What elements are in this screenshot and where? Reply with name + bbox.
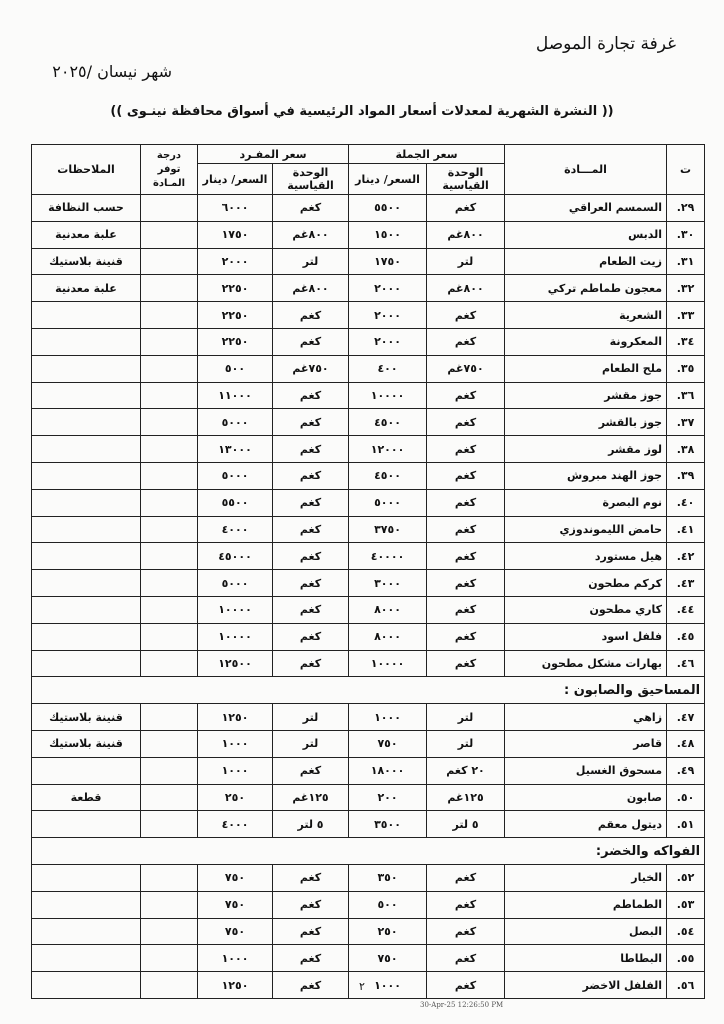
item-name: هيل مستورد	[505, 543, 667, 570]
item-name: جوز الهند مبروش	[505, 462, 667, 489]
availability	[141, 596, 198, 623]
note	[32, 918, 141, 945]
table-row	[32, 757, 705, 784]
wholesale-price: ١٥٠٠	[349, 221, 427, 248]
table-row	[32, 355, 705, 382]
wholesale-unit: كغم	[427, 462, 505, 489]
wholesale-unit: كغم	[427, 195, 505, 222]
table-row	[32, 489, 705, 516]
item-name: حامض الليموندوزي	[505, 516, 667, 543]
retail-price: ٦٠٠٠	[198, 195, 273, 222]
table-row	[32, 409, 705, 436]
table-row	[32, 784, 705, 811]
retail-unit: كغم	[273, 570, 349, 597]
retail-unit: كغم	[273, 436, 349, 463]
retail-price: ٥٠٠	[198, 355, 273, 382]
wholesale-price: ١٠٠٠٠	[349, 382, 427, 409]
table-row	[32, 918, 705, 945]
retail-unit: كغم	[273, 516, 349, 543]
retail-price: ٤٠٠٠	[198, 811, 273, 838]
col-header-wholesale-unit: الوحدة القياسية	[427, 164, 505, 195]
retail-unit: ٥ لتر	[273, 811, 349, 838]
bulletin-month: شهر نيسان /٢٠٢٥	[52, 62, 172, 81]
wholesale-unit: لتر	[427, 730, 505, 757]
row-number: .٣٨	[667, 436, 705, 463]
item-name: بهارات مشكل مطحون	[505, 650, 667, 677]
wholesale-price: ٢٥٠	[349, 918, 427, 945]
table-row	[32, 570, 705, 597]
availability	[141, 650, 198, 677]
wholesale-unit: لتر	[427, 248, 505, 275]
row-number: .٤٨	[667, 730, 705, 757]
retail-price: ٧٥٠	[198, 918, 273, 945]
retail-price: ٧٥٠	[198, 891, 273, 918]
row-number: .٥١	[667, 811, 705, 838]
item-name: قاصر	[505, 730, 667, 757]
item-name: الطماطم	[505, 891, 667, 918]
table-row	[32, 623, 705, 650]
availability	[141, 489, 198, 516]
retail-price: ٥٠٠٠	[198, 409, 273, 436]
note	[32, 864, 141, 891]
row-number: .٣٤	[667, 328, 705, 355]
wholesale-unit: لتر	[427, 704, 505, 731]
availability	[141, 436, 198, 463]
wholesale-price: ٢٠٠٠	[349, 328, 427, 355]
note: حسب النظافة	[32, 195, 141, 222]
item-name: البطاطا	[505, 945, 667, 972]
retail-unit: ٨٠٠غم	[273, 221, 349, 248]
retail-unit: ٧٥٠غم	[273, 355, 349, 382]
retail-price: ١٠٠٠	[198, 945, 273, 972]
row-number: .٢٩	[667, 195, 705, 222]
note	[32, 436, 141, 463]
col-header-wholesale: سعر الجملة	[349, 145, 505, 164]
wholesale-unit: كغم	[427, 918, 505, 945]
row-number: .٤٩	[667, 757, 705, 784]
note	[32, 328, 141, 355]
table-row	[32, 328, 705, 355]
retail-unit: ٨٠٠غم	[273, 275, 349, 302]
wholesale-price: ٤٥٠٠	[349, 409, 427, 436]
retail-price: ١٠٠٠	[198, 730, 273, 757]
wholesale-price: ٧٥٠	[349, 945, 427, 972]
wholesale-unit: ٥ لتر	[427, 811, 505, 838]
retail-price: ٥٠٠٠	[198, 570, 273, 597]
table-row	[32, 248, 705, 275]
wholesale-unit: كغم	[427, 623, 505, 650]
availability	[141, 730, 198, 757]
row-number: .٤٤	[667, 596, 705, 623]
col-header-retail: سعر المفـرد	[198, 145, 349, 164]
note	[32, 489, 141, 516]
retail-price: ١١٠٠٠	[198, 382, 273, 409]
item-name: نوم البصرة	[505, 489, 667, 516]
wholesale-unit: ١٢٥غم	[427, 784, 505, 811]
wholesale-price: ٣٠٠٠	[349, 570, 427, 597]
wholesale-unit: كغم	[427, 596, 505, 623]
availability	[141, 757, 198, 784]
wholesale-unit: كغم	[427, 864, 505, 891]
retail-unit: كغم	[273, 650, 349, 677]
retail-unit: كغم	[273, 462, 349, 489]
availability	[141, 516, 198, 543]
item-name: لوز مقشر	[505, 436, 667, 463]
wholesale-price: ٤٠٠٠٠	[349, 543, 427, 570]
chamber-name: غرفة تجارة الموصل	[535, 34, 676, 54]
wholesale-price: ٢٠٠	[349, 784, 427, 811]
retail-price: ٤٠٠٠	[198, 516, 273, 543]
item-name: ملح الطعام	[505, 355, 667, 382]
note	[32, 945, 141, 972]
row-number: .٣١	[667, 248, 705, 275]
retail-unit: كغم	[273, 623, 349, 650]
wholesale-price: ٤٠٠	[349, 355, 427, 382]
retail-price: ١٠٠٠	[198, 757, 273, 784]
row-number: .٣٥	[667, 355, 705, 382]
availability	[141, 462, 198, 489]
price-table	[31, 144, 705, 999]
item-name: الشعرية	[505, 302, 667, 329]
wholesale-price: ١٨٠٠٠	[349, 757, 427, 784]
retail-price: ٥٠٠٠	[198, 462, 273, 489]
row-number: .٤٧	[667, 704, 705, 731]
note	[32, 570, 141, 597]
retail-unit: لتر	[273, 704, 349, 731]
note	[32, 623, 141, 650]
table-row	[32, 436, 705, 463]
note	[32, 382, 141, 409]
row-number: .٣٩	[667, 462, 705, 489]
bulletin-title: (( النشرة الشهرية لمعدلات أسعار المواد الرئيسية في أسواق محافظة نينـوى ))	[110, 104, 614, 119]
retail-unit: كغم	[273, 302, 349, 329]
wholesale-unit: كغم	[427, 409, 505, 436]
row-number: .٣٣	[667, 302, 705, 329]
col-header-notes: الملاحظات	[32, 145, 141, 195]
row-number: .٤٠	[667, 489, 705, 516]
availability	[141, 811, 198, 838]
table-row	[32, 864, 705, 891]
table-row	[32, 382, 705, 409]
note: قنينة بلاستيك	[32, 248, 141, 275]
retail-unit: كغم	[273, 382, 349, 409]
retail-unit: كغم	[273, 757, 349, 784]
row-number: .٤٢	[667, 543, 705, 570]
wholesale-price: ٤٥٠٠	[349, 462, 427, 489]
wholesale-price: ١٧٥٠	[349, 248, 427, 275]
wholesale-unit: ٨٠٠غم	[427, 221, 505, 248]
item-name: الدبس	[505, 221, 667, 248]
wholesale-price: ٥٠٠	[349, 891, 427, 918]
availability	[141, 302, 198, 329]
availability	[141, 543, 198, 570]
retail-unit: كغم	[273, 918, 349, 945]
retail-price: ٢٠٠٠	[198, 248, 273, 275]
table-row	[32, 811, 705, 838]
wholesale-unit: كغم	[427, 328, 505, 355]
wholesale-unit: ٨٠٠غم	[427, 275, 505, 302]
item-name: البصل	[505, 918, 667, 945]
wholesale-price: ٨٠٠٠	[349, 596, 427, 623]
retail-price: ٢٢٥٠	[198, 328, 273, 355]
wholesale-unit: ٧٥٠غم	[427, 355, 505, 382]
wholesale-price: ٥٠٠٠	[349, 489, 427, 516]
wholesale-unit: كغم	[427, 436, 505, 463]
table-row	[32, 195, 705, 222]
retail-price: ١٢٥٠	[198, 704, 273, 731]
retail-price: ١٣٠٠٠	[198, 436, 273, 463]
retail-price: ٢٥٠	[198, 784, 273, 811]
wholesale-unit: كغم	[427, 516, 505, 543]
section-heading: الفواكه والخضر:	[32, 838, 705, 865]
retail-price: ١٢٥٠٠	[198, 650, 273, 677]
wholesale-price: ١٠٠٠٠	[349, 650, 427, 677]
row-number: .٤٥	[667, 623, 705, 650]
availability	[141, 221, 198, 248]
item-name: فلفل اسود	[505, 623, 667, 650]
wholesale-unit: كغم	[427, 382, 505, 409]
wholesale-price: ٣٥٠٠	[349, 811, 427, 838]
retail-price: ١٠٠٠٠	[198, 623, 273, 650]
availability	[141, 623, 198, 650]
col-header-availability: درجة توفر المـادة	[141, 145, 198, 195]
note	[32, 302, 141, 329]
row-number: .٥٥	[667, 945, 705, 972]
retail-unit: كغم	[273, 489, 349, 516]
wholesale-price: ٨٠٠٠	[349, 623, 427, 650]
retail-unit: كغم	[273, 409, 349, 436]
row-number: .٤١	[667, 516, 705, 543]
table-row	[32, 596, 705, 623]
note	[32, 596, 141, 623]
availability	[141, 355, 198, 382]
availability	[141, 382, 198, 409]
availability	[141, 864, 198, 891]
retail-unit: لتر	[273, 730, 349, 757]
row-number: .٤٣	[667, 570, 705, 597]
col-header-retail-price: السعر/ دينار	[198, 164, 273, 195]
wholesale-unit: كغم	[427, 972, 505, 999]
availability	[141, 275, 198, 302]
availability	[141, 945, 198, 972]
table-row	[32, 891, 705, 918]
row-number: .٥٠	[667, 784, 705, 811]
availability	[141, 918, 198, 945]
wholesale-price: ٧٥٠	[349, 730, 427, 757]
note	[32, 462, 141, 489]
retail-price: ١٢٥٠	[198, 972, 273, 999]
note: قنينة بلاستيك	[32, 704, 141, 731]
retail-price: ٤٥٠٠٠	[198, 543, 273, 570]
item-name: زيت الطعام	[505, 248, 667, 275]
wholesale-price: ١٠٠٠	[349, 704, 427, 731]
table-body	[32, 195, 705, 999]
section-row	[32, 677, 705, 704]
wholesale-price: ٢٠٠٠	[349, 302, 427, 329]
wholesale-unit: كغم	[427, 891, 505, 918]
wholesale-unit: كغم	[427, 570, 505, 597]
note: علبة معدنية	[32, 275, 141, 302]
col-header-retail-unit: الوحدة القياسية	[273, 164, 349, 195]
row-number: .٥٤	[667, 918, 705, 945]
wholesale-unit: كغم	[427, 489, 505, 516]
availability	[141, 328, 198, 355]
item-name: الفلفل الاخضر	[505, 972, 667, 999]
table-row	[32, 730, 705, 757]
note: علبة معدنية	[32, 221, 141, 248]
table-row	[32, 543, 705, 570]
item-name: الخيار	[505, 864, 667, 891]
item-name: كاري مطحون	[505, 596, 667, 623]
availability	[141, 248, 198, 275]
item-name: زاهي	[505, 704, 667, 731]
wholesale-unit: ٢٠ كغم	[427, 757, 505, 784]
retail-price: ١٠٠٠٠	[198, 596, 273, 623]
note	[32, 811, 141, 838]
item-name: المعكرونة	[505, 328, 667, 355]
retail-unit: كغم	[273, 543, 349, 570]
retail-price: ٢٢٥٠	[198, 275, 273, 302]
availability	[141, 704, 198, 731]
row-number: .٣٦	[667, 382, 705, 409]
table-row	[32, 516, 705, 543]
retail-unit: كغم	[273, 864, 349, 891]
retail-price: ٧٥٠	[198, 864, 273, 891]
table-row	[32, 945, 705, 972]
wholesale-unit: كغم	[427, 302, 505, 329]
wholesale-price: ٣٥٠	[349, 864, 427, 891]
retail-price: ٥٥٠٠	[198, 489, 273, 516]
retail-unit: كغم	[273, 328, 349, 355]
table-row	[32, 302, 705, 329]
wholesale-unit: كغم	[427, 945, 505, 972]
col-header-item: المـــادة	[505, 145, 667, 195]
row-number: .٥٢	[667, 864, 705, 891]
item-name: صابون	[505, 784, 667, 811]
row-number: .٥٣	[667, 891, 705, 918]
item-name: مسحوق الغسيل	[505, 757, 667, 784]
row-number: .٣٠	[667, 221, 705, 248]
row-number: .٥٦	[667, 972, 705, 999]
wholesale-price: ٢٠٠٠	[349, 275, 427, 302]
note	[32, 355, 141, 382]
wholesale-price: ٣٧٥٠	[349, 516, 427, 543]
section-heading: المساحيق والصابون :	[32, 677, 705, 704]
col-header-no: ت	[667, 145, 705, 195]
retail-unit: لتر	[273, 248, 349, 275]
item-name: جوز مقشر	[505, 382, 667, 409]
retail-unit: ١٢٥غم	[273, 784, 349, 811]
retail-price: ٢٢٥٠	[198, 302, 273, 329]
wholesale-price: ١٠٠٠	[349, 972, 427, 999]
retail-unit: كغم	[273, 972, 349, 999]
print-stamp: 30-Apr-25 12:26:50 PM	[420, 1001, 504, 1009]
wholesale-price: ١٢٠٠٠	[349, 436, 427, 463]
retail-unit: كغم	[273, 891, 349, 918]
table-row	[32, 650, 705, 677]
section-row	[32, 838, 705, 865]
table-row	[32, 704, 705, 731]
row-number: .٤٦	[667, 650, 705, 677]
table-row	[32, 462, 705, 489]
availability	[141, 784, 198, 811]
retail-unit: كغم	[273, 596, 349, 623]
item-name: ديتول معقم	[505, 811, 667, 838]
note	[32, 516, 141, 543]
availability	[141, 409, 198, 436]
row-number: .٣٧	[667, 409, 705, 436]
note: قنينة بلاستيك	[32, 730, 141, 757]
note: قطعة	[32, 784, 141, 811]
page-number: ٢	[359, 980, 365, 993]
note	[32, 650, 141, 677]
retail-price: ١٧٥٠	[198, 221, 273, 248]
retail-unit: كغم	[273, 945, 349, 972]
note	[32, 891, 141, 918]
item-name: جوز بالقشر	[505, 409, 667, 436]
retail-unit: كغم	[273, 195, 349, 222]
availability	[141, 891, 198, 918]
item-name: السمسم العراقي	[505, 195, 667, 222]
row-number: .٣٢	[667, 275, 705, 302]
note	[32, 543, 141, 570]
item-name: معجون طماطم تركي	[505, 275, 667, 302]
availability	[141, 195, 198, 222]
note	[32, 409, 141, 436]
wholesale-price: ٥٥٠٠	[349, 195, 427, 222]
table-row	[32, 221, 705, 248]
col-header-wholesale-price: السعر/ دينار	[349, 164, 427, 195]
availability	[141, 570, 198, 597]
table-row	[32, 275, 705, 302]
wholesale-unit: كغم	[427, 650, 505, 677]
item-name: كركم مطحون	[505, 570, 667, 597]
note	[32, 757, 141, 784]
wholesale-unit: كغم	[427, 543, 505, 570]
